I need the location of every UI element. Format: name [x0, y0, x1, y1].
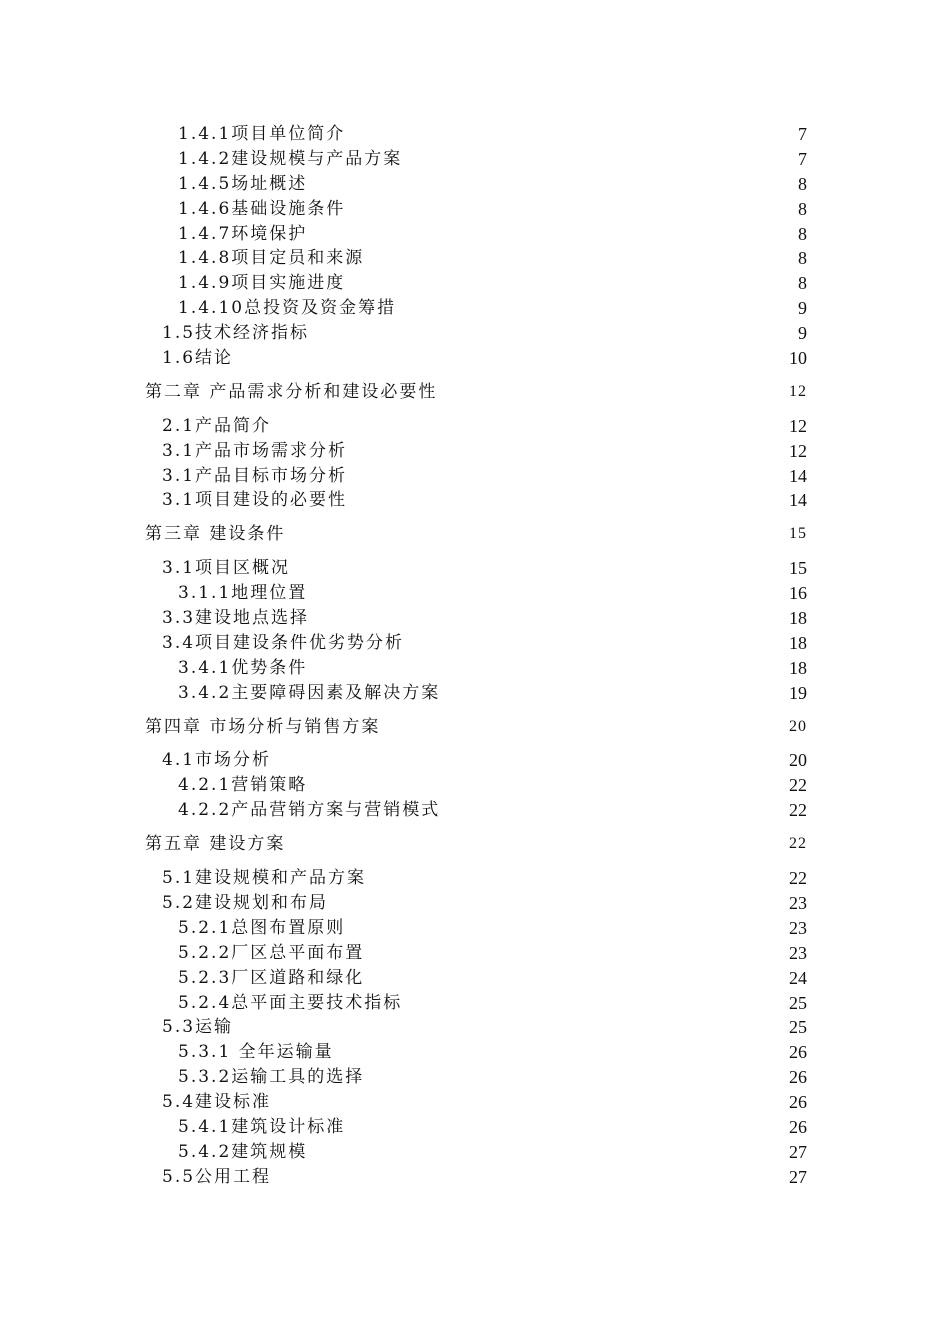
- toc-chapter-title: 第五章 建设方案: [145, 834, 286, 855]
- toc-entry[interactable]: [145, 222, 807, 247]
- toc-entry-page: 26: [789, 1067, 807, 1088]
- toc-entry[interactable]: [145, 488, 807, 513]
- toc-entry-title: 1.4.10总投资及资金筹措: [178, 298, 397, 319]
- toc-chapter-entry[interactable]: [145, 832, 807, 857]
- toc-chapter-entry[interactable]: [145, 522, 807, 547]
- toc-entry[interactable]: [145, 464, 807, 489]
- toc-entry-title: 4.2.2产品营销方案与营销模式: [178, 800, 441, 821]
- toc-entry[interactable]: [145, 271, 807, 296]
- toc-entry[interactable]: [145, 122, 807, 147]
- toc-entry-title: 1.6结论: [162, 348, 234, 369]
- toc-entry-title: 3.1项目建设的必要性: [162, 490, 348, 511]
- toc-entry-page: 27: [789, 1166, 807, 1187]
- toc-entry-page: 8: [798, 173, 807, 194]
- toc-entry-page: 20: [789, 717, 807, 735]
- toc-entry-page: 7: [798, 124, 807, 144]
- toc-entry-title: 1.4.9项目实施进度: [178, 273, 346, 294]
- toc-entry-title: 5.4.1建筑设计标准: [178, 1116, 346, 1137]
- toc-chapter-entry[interactable]: [145, 715, 807, 740]
- toc-entry-title: 1.4.1项目单位简介: [178, 124, 346, 144]
- toc-entry-title: 3.1产品目标市场分析: [162, 465, 348, 486]
- toc-entry-title: 5.4建设标准: [162, 1092, 272, 1113]
- toc-entry-page: 8: [798, 198, 807, 219]
- toc-entry-title: 4.2.1营销策略: [178, 775, 308, 796]
- table-of-contents: [145, 122, 807, 1190]
- toc-entry-page: 24: [789, 967, 807, 988]
- toc-entry[interactable]: [145, 197, 807, 222]
- toc-entry-title: 5.2.4总平面主要技术指标: [178, 992, 403, 1013]
- toc-entry-page: 14: [789, 490, 807, 511]
- toc-entry[interactable]: [145, 916, 807, 941]
- toc-entry[interactable]: [145, 172, 807, 197]
- toc-entry[interactable]: [145, 581, 807, 606]
- toc-entry-page: 19: [789, 682, 807, 703]
- toc-entry-page: 22: [789, 800, 807, 821]
- toc-entry-page: 9: [798, 298, 807, 319]
- toc-entry[interactable]: [145, 773, 807, 798]
- toc-entry-page: 16: [789, 583, 807, 604]
- toc-entry-page: 23: [789, 942, 807, 963]
- toc-entry[interactable]: [145, 966, 807, 991]
- toc-entry[interactable]: [145, 1165, 807, 1190]
- toc-entry[interactable]: [145, 1090, 807, 1115]
- toc-entry-page: 8: [798, 248, 807, 269]
- toc-entry-title: 5.2.2厂区总平面布置: [178, 942, 365, 963]
- toc-entry[interactable]: [145, 748, 807, 773]
- toc-entry-page: 26: [789, 1116, 807, 1137]
- toc-chapter-title: 第三章 建设条件: [145, 524, 286, 545]
- toc-entry-page: 22: [789, 775, 807, 796]
- toc-entry-title: 3.1项目区概况: [162, 558, 291, 579]
- toc-entry-title: 3.4.1优势条件: [178, 657, 308, 678]
- toc-entry[interactable]: [145, 681, 807, 706]
- toc-entry-page: 18: [789, 632, 807, 653]
- toc-entry-page: 27: [789, 1141, 807, 1162]
- toc-chapter-title: 第四章 市场分析与销售方案: [145, 716, 381, 737]
- toc-entry[interactable]: [145, 1040, 807, 1065]
- toc-entry-page: 15: [789, 525, 807, 543]
- toc-entry-page: 12: [789, 415, 807, 436]
- toc-entry-page: 9: [798, 323, 807, 344]
- toc-entry-page: 23: [789, 917, 807, 938]
- toc-entry[interactable]: [145, 1140, 807, 1165]
- toc-entry[interactable]: [145, 246, 807, 271]
- toc-entry-page: 7: [798, 148, 807, 169]
- toc-entry-page: 25: [789, 1017, 807, 1038]
- toc-entry[interactable]: [145, 321, 807, 346]
- toc-entry-title: 1.4.8项目定员和来源: [178, 248, 365, 269]
- toc-entry-title: 5.1建设规模和产品方案: [162, 868, 367, 889]
- toc-entry-page: 15: [789, 558, 807, 579]
- toc-entry-title: 2.1产品简介: [162, 415, 272, 436]
- toc-entry[interactable]: [145, 439, 807, 464]
- toc-entry-title: 3.1.1地理位置: [178, 583, 308, 604]
- toc-entry-title: 3.4.2主要障碍因素及解决方案: [178, 682, 441, 703]
- toc-entry-title: 5.4.2建筑规模: [178, 1141, 308, 1162]
- toc-entry-page: 22: [789, 868, 807, 889]
- toc-chapter-title: 第二章 产品需求分析和建设必要性: [145, 381, 438, 402]
- toc-entry[interactable]: [145, 798, 807, 823]
- toc-entry-title: 3.1产品市场需求分析: [162, 440, 348, 461]
- toc-entry-title: 3.4项目建设条件优劣势分析: [162, 632, 405, 653]
- toc-entry-title: 1.4.2建设规模与产品方案: [178, 148, 403, 169]
- toc-chapter-entry[interactable]: [145, 380, 807, 405]
- toc-entry[interactable]: [145, 606, 807, 631]
- toc-entry-page: 14: [789, 465, 807, 486]
- toc-entry-page: 26: [789, 1042, 807, 1063]
- toc-entry-title: 5.5公用工程: [162, 1166, 272, 1187]
- toc-entry[interactable]: [145, 866, 807, 891]
- toc-entry-page: 22: [789, 835, 807, 853]
- toc-entry[interactable]: [145, 991, 807, 1016]
- toc-entry[interactable]: [145, 414, 807, 439]
- toc-entry-title: 5.3.2运输工具的选择: [178, 1067, 365, 1088]
- toc-entry[interactable]: [145, 346, 807, 371]
- toc-entry-page: 8: [798, 223, 807, 244]
- toc-entry-page: 10: [789, 348, 807, 369]
- toc-entry-page: 18: [789, 657, 807, 678]
- toc-entry[interactable]: [145, 1015, 807, 1040]
- toc-entry-title: 1.4.5场址概述: [178, 173, 308, 194]
- toc-entry-page: 26: [789, 1092, 807, 1113]
- toc-entry-title: 5.2.3厂区道路和绿化: [178, 967, 365, 988]
- toc-entry[interactable]: [145, 147, 807, 172]
- toc-entry-page: 20: [789, 750, 807, 771]
- toc-entry-title: 1.4.6基础设施条件: [178, 198, 346, 219]
- toc-entry[interactable]: [145, 941, 807, 966]
- toc-entry-title: 5.2建设规划和布局: [162, 892, 329, 913]
- toc-entry-title: 5.3运输: [162, 1017, 234, 1038]
- toc-entry[interactable]: [145, 631, 807, 656]
- toc-entry[interactable]: [145, 656, 807, 681]
- toc-entry-title: 3.3建设地点选择: [162, 608, 310, 629]
- toc-entry-page: 25: [789, 992, 807, 1013]
- toc-entry-page: 23: [789, 892, 807, 913]
- toc-entry-title: 1.5技术经济指标: [162, 323, 310, 344]
- toc-entry-title: 1.4.7环境保护: [178, 223, 308, 244]
- toc-entry[interactable]: [145, 556, 807, 581]
- toc-entry-page: 12: [789, 382, 807, 400]
- toc-entry-title: 4.1市场分析: [162, 750, 272, 771]
- toc-entry[interactable]: [145, 891, 807, 916]
- toc-entry-title: 5.2.1总图布置原则: [178, 917, 346, 938]
- toc-entry-page: 18: [789, 608, 807, 629]
- toc-entry[interactable]: [145, 1115, 807, 1140]
- toc-entry-page: 12: [789, 440, 807, 461]
- toc-entry[interactable]: [145, 1065, 807, 1090]
- toc-entry-page: 8: [798, 273, 807, 294]
- toc-entry[interactable]: [145, 296, 807, 321]
- toc-entry-title: 5.3.1 全年运输量: [178, 1042, 334, 1063]
